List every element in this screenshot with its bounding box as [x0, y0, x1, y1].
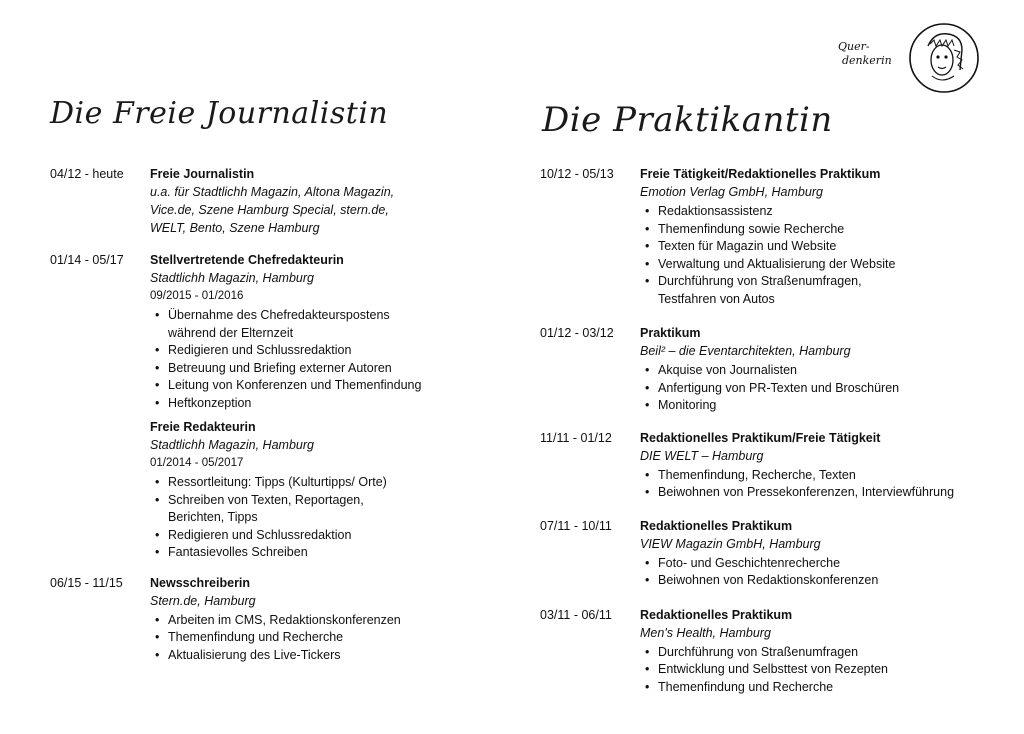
entry-role: Redaktionelles Praktikum	[640, 518, 793, 533]
task-list	[640, 203, 1010, 308]
list-item: • Verwaltung und Aktualisierung der Website	[658, 256, 1010, 274]
freelance-heading: Die Freie Journalistin	[50, 96, 389, 131]
entry-org: VIEW Magazin GmbH, Hamburg	[640, 536, 821, 551]
sub-entry	[150, 418, 490, 562]
entry-date: 07/11 - 10/11	[540, 518, 612, 533]
internship-entries	[540, 165, 1010, 696]
querdenkerin-logo	[838, 20, 988, 90]
entry-org: u.a. für Stadtlichh Magazin, Altona Magazin, Vice.de, Szene Hamburg Special, stern.de, WELT, Bento, Szene Hamburg	[150, 185, 395, 235]
entry-body	[640, 165, 1010, 308]
entry-period: 09/2015 - 01/2016	[150, 290, 244, 302]
list-item: • Texten für Magazin und Website	[658, 238, 1010, 256]
cv-entry	[540, 429, 1010, 502]
list-item: • Arbeiten im CMS, Redaktionskonferenzen	[168, 612, 490, 630]
entry-role: Stellvertretende Chefredakteurin	[150, 253, 344, 267]
entry-body	[150, 165, 490, 237]
list-item: • Redaktionsassistenz	[658, 203, 1010, 221]
entry-date: 06/15 - 11/15	[50, 575, 123, 590]
entry-role: Freie Tätigkeit/Redaktionelles Praktikum	[640, 167, 881, 181]
entry-date: 01/14 - 05/17	[50, 253, 124, 267]
list-item: • Betreuung und Briefing externer Autoren	[168, 360, 490, 378]
entry-org: Beil² – die Eventarchitekten, Hamburg	[640, 344, 851, 358]
internship-heading: Die Praktikantin	[542, 100, 833, 140]
entry-role: Redaktionelles Praktikum	[640, 607, 793, 622]
list-item: • Schreiben von Texten, Reportagen, Berichten, Tipps	[168, 492, 398, 527]
entry-org: Stern.de, Hamburg	[150, 593, 256, 608]
entry-body	[150, 574, 490, 665]
entry-body	[640, 517, 1010, 590]
entry-body	[640, 429, 1010, 502]
list-item: • Monitoring	[658, 397, 1010, 415]
cv-entry	[540, 606, 1010, 697]
entry-org: DIE WELT – Hamburg	[640, 448, 764, 463]
list-item: • Beiwohnen von Redaktionskonferenzen	[658, 572, 1010, 590]
entry-period: 01/2014 - 05/2017	[150, 457, 244, 469]
task-list	[640, 644, 1010, 697]
entry-org: Stadtlichh Magazin, Hamburg	[150, 271, 314, 285]
entry-date: 11/11 - 01/12	[540, 430, 612, 445]
entry-role: Freie Redakteurin	[150, 420, 256, 434]
entry-role: Newsschreiberin	[150, 575, 251, 590]
entry-body	[640, 324, 1010, 415]
entry-date: 01/12 - 03/12	[540, 326, 614, 340]
cv-entry	[540, 517, 1010, 590]
list-item: • Anfertigung von PR-Texten und Broschüren	[658, 380, 1010, 398]
cv-entry	[50, 574, 490, 665]
task-list	[150, 612, 490, 665]
entry-role: Redaktionelles Praktikum/Freie Tätigkeit	[640, 430, 881, 445]
list-item: • Redigieren und Schlussredaktion	[168, 342, 490, 360]
list-item: • Übernahme des Chefredakteurspostens während der Elternzeit	[168, 307, 398, 342]
entry-role: Praktikum	[640, 326, 701, 340]
list-item: • Themenfindung und Recherche	[658, 679, 1010, 697]
cv-entry	[540, 165, 1010, 308]
task-list	[150, 474, 490, 562]
task-list	[640, 362, 1010, 415]
list-item: • Redigieren und Schlussredaktion	[168, 527, 490, 545]
list-item: • Fantasievolles Schreiben	[168, 544, 490, 562]
list-item: • Entwicklung und Selbsttest von Rezepten	[658, 661, 1010, 679]
task-list	[150, 307, 490, 412]
list-item: • Themenfindung, Recherche, Texten	[658, 467, 1010, 485]
cv-entry	[50, 251, 490, 562]
list-item: • Aktualisierung des Live-Tickers	[168, 647, 490, 665]
entry-date: 10/12 - 05/13	[540, 167, 614, 181]
list-item: • Beiwohnen von Pressekonferenzen, Interviewführung	[658, 484, 1010, 502]
list-item: • Foto- und Geschichtenrecherche	[658, 555, 1010, 573]
logo-text	[838, 40, 908, 68]
logo-line-2: denkerin	[842, 54, 892, 67]
entry-date: 03/11 - 06/11	[540, 607, 612, 622]
task-list	[640, 555, 1010, 590]
entry-body	[640, 606, 1010, 697]
list-item: • Heftkonzeption	[168, 395, 490, 413]
entry-org: Stadtlichh Magazin, Hamburg	[150, 438, 314, 452]
entry-org: Emotion Verlag GmbH, Hamburg	[640, 185, 823, 199]
entry-role: Freie Journalistin	[150, 167, 255, 181]
list-item: • Themenfindung und Recherche	[168, 629, 490, 647]
list-item: • Durchführung von Straßenumfragen	[658, 644, 1010, 662]
list-item: • Durchführung von Straßenumfragen, Testfahren von Autos	[658, 273, 898, 308]
list-item: • Akquise von Journalisten	[658, 362, 1010, 380]
portrait-sketch-icon	[906, 20, 982, 96]
logo-line-1: Quer-	[838, 40, 870, 53]
entry-org: Men's Health, Hamburg	[640, 625, 771, 640]
list-item: • Ressortleitung: Tipps (Kulturtipps/ Orte)	[168, 474, 490, 492]
task-list	[640, 467, 1010, 502]
freelance-entries	[50, 165, 490, 664]
cv-entry	[540, 324, 1010, 415]
entry-body	[150, 251, 490, 562]
list-item: • Themenfindung sowie Recherche	[658, 221, 1010, 239]
cv-entry	[50, 165, 490, 237]
list-item: • Leitung von Konferenzen und Themenfindung	[168, 377, 490, 395]
entry-date: 04/12 - heute	[50, 167, 124, 181]
